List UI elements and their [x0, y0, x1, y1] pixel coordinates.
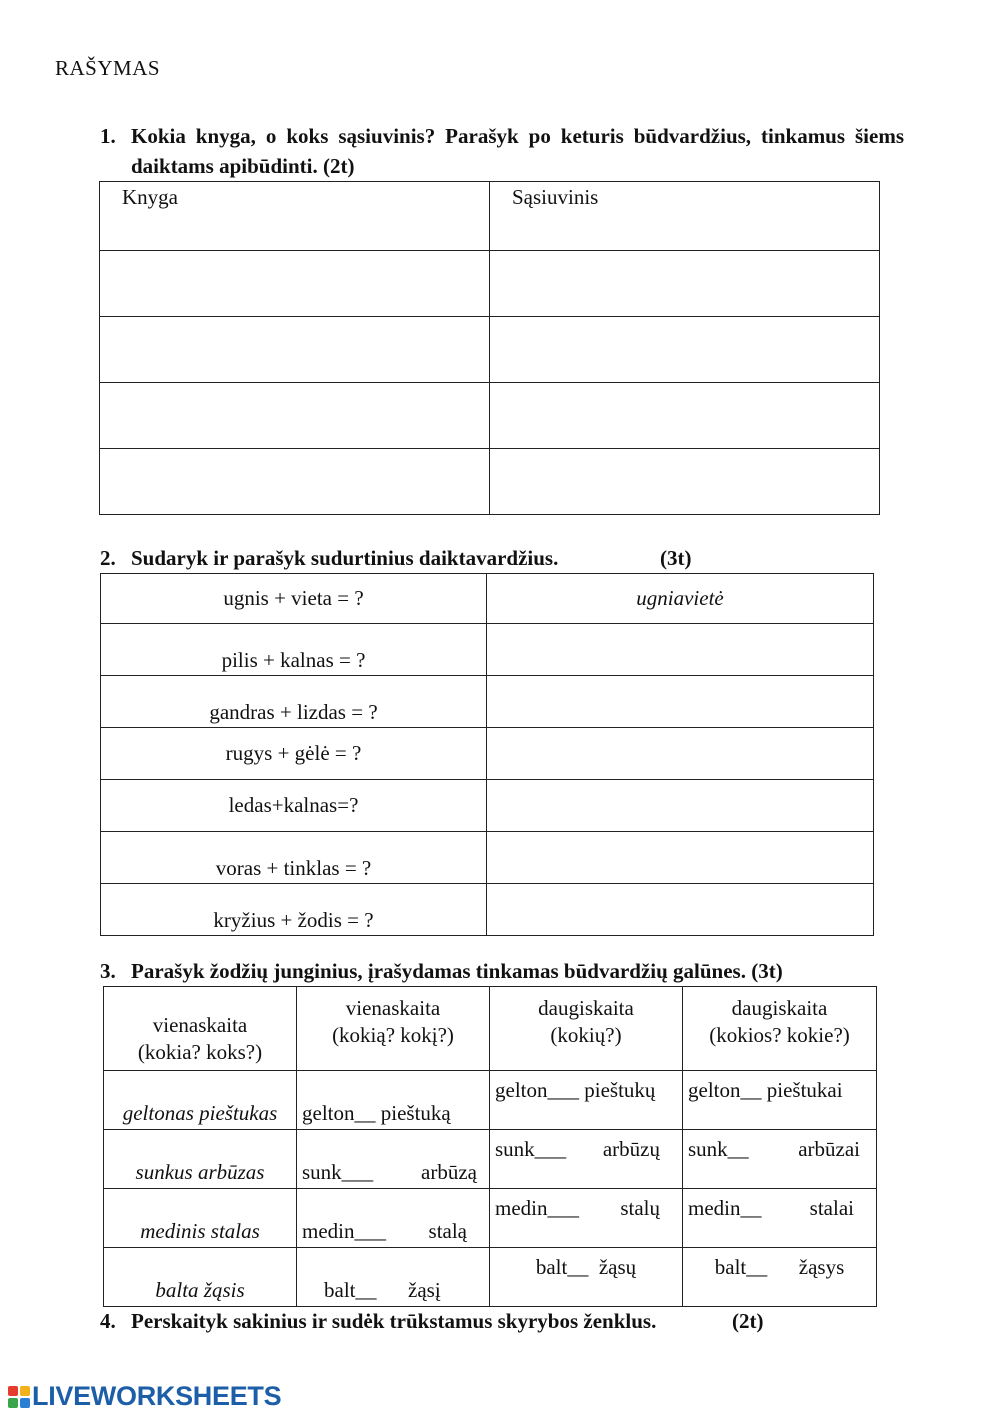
task-number: 1. — [100, 124, 116, 148]
noun: pieštukai — [766, 1078, 843, 1102]
adjective-ending-table — [103, 986, 877, 1307]
answer-cell[interactable] — [100, 251, 490, 317]
example-phrase: balta žąsis — [104, 1248, 297, 1307]
fill-cell[interactable] — [297, 1189, 490, 1248]
column-header — [683, 987, 877, 1071]
stem: medin___ — [495, 1196, 579, 1220]
compound-question: gandras + lizdas = ? — [101, 676, 487, 728]
task-instruction: Parašyk žodžių junginius, įrašydamas tinkamas būdvardžių galūnes. (3t) — [131, 959, 783, 983]
task-3-heading — [100, 956, 900, 986]
compound-answer[interactable] — [487, 780, 874, 832]
example-phrase: medinis stalas — [104, 1189, 297, 1248]
compound-noun-table — [100, 573, 874, 936]
noun: stalą — [428, 1219, 467, 1243]
task-1-heading — [100, 121, 904, 181]
compound-question: ugnis + vieta = ? — [101, 574, 487, 624]
answer-cell[interactable] — [100, 449, 490, 515]
stem: gelton__ — [302, 1101, 376, 1125]
noun: pieštuką — [380, 1101, 451, 1125]
compound-question: ledas+kalnas=? — [101, 780, 487, 832]
adjective-table — [99, 181, 880, 515]
column-header-sasiuvinis: Sąsiuvinis — [490, 182, 880, 251]
noun: žąsys — [798, 1255, 845, 1279]
compound-question: kryžius + žodis = ? — [101, 884, 487, 936]
cube-green — [8, 1398, 18, 1408]
stem: sunk__ — [688, 1137, 749, 1161]
answer-cell[interactable] — [490, 251, 880, 317]
stem: balt__ — [535, 1255, 589, 1279]
fill-cell[interactable] — [683, 1189, 877, 1248]
header-line-2: (kokia? koks?) — [137, 1040, 263, 1064]
cube-yellow — [20, 1386, 30, 1396]
task-2-heading — [100, 543, 800, 573]
compound-answer[interactable] — [487, 832, 874, 884]
column-header — [490, 987, 683, 1071]
header-line-2: (kokios? kokie?) — [709, 1023, 850, 1047]
column-header — [104, 987, 297, 1071]
header-line-1: daugiskaita — [538, 996, 634, 1020]
stem: medin___ — [302, 1219, 386, 1243]
stem: sunk___ — [302, 1160, 374, 1184]
task-instruction: Sudaryk ir parašyk sudurtinius daiktavardžius. — [131, 546, 559, 570]
compound-question: pilis + kalnas = ? — [101, 624, 487, 676]
compound-answer[interactable] — [487, 676, 874, 728]
noun: arbūzai — [798, 1137, 860, 1161]
stem: medin__ — [688, 1196, 762, 1220]
task-number: 3. — [100, 959, 116, 983]
noun: arbūzų — [602, 1137, 660, 1161]
header-line-2: (kokią? kokį?) — [332, 1023, 454, 1047]
fill-cell[interactable] — [490, 1071, 683, 1130]
compound-answer[interactable] — [487, 884, 874, 936]
stem: balt__ — [324, 1278, 377, 1302]
noun: stalai — [809, 1196, 854, 1220]
header-line-1: vienaskaita — [345, 996, 441, 1020]
brand-name: LIVEWORKSHEETS — [32, 1381, 282, 1411]
answer-cell[interactable] — [100, 383, 490, 449]
fill-cell[interactable] — [683, 1071, 877, 1130]
compound-answer[interactable] — [487, 624, 874, 676]
answer-cell[interactable] — [490, 383, 880, 449]
stem: balt__ — [714, 1255, 768, 1279]
compound-answer[interactable] — [487, 728, 874, 780]
compound-question: rugys + gėlė = ? — [101, 728, 487, 780]
fill-cell[interactable] — [490, 1248, 683, 1307]
cube-blue — [20, 1398, 30, 1408]
liveworksheets-logo[interactable] — [8, 1381, 281, 1412]
fill-cell[interactable] — [683, 1248, 877, 1307]
answer-cell[interactable] — [100, 317, 490, 383]
cube-red — [8, 1386, 18, 1396]
noun: žąsų — [598, 1255, 637, 1279]
page-title: RAŠYMAS — [55, 56, 161, 80]
task-number: 2. — [100, 546, 116, 570]
stem: sunk___ — [495, 1137, 567, 1161]
example-phrase: geltonas pieštukas — [104, 1071, 297, 1130]
example-phrase: sunkus arbūzas — [104, 1130, 297, 1189]
fill-cell[interactable] — [683, 1130, 877, 1189]
task-instruction: Kokia knyga, o koks sąsiuvinis? Parašyk po keturis būdvardžius, tinkamus šiems daiktams apibūdinti. (2t) — [131, 124, 904, 178]
task-4-heading — [100, 1306, 900, 1336]
compound-question: voras + tinklas = ? — [101, 832, 487, 884]
fill-cell[interactable] — [297, 1248, 490, 1307]
task-points: (3t) — [660, 546, 692, 570]
fill-cell[interactable] — [297, 1071, 490, 1130]
fill-cell[interactable] — [490, 1130, 683, 1189]
compound-answer: ugniavietė — [487, 574, 874, 624]
stem: gelton__ — [688, 1078, 762, 1102]
task-points: (2t) — [732, 1309, 764, 1333]
answer-cell[interactable] — [490, 449, 880, 515]
answer-cell[interactable] — [490, 317, 880, 383]
logo-cubes-icon — [8, 1386, 30, 1408]
header-line-2: (kokių?) — [550, 1023, 622, 1047]
stem: gelton___ — [495, 1078, 579, 1102]
task-number: 4. — [100, 1309, 116, 1333]
header-line-1: vienaskaita — [152, 1013, 248, 1037]
noun: stalų — [620, 1196, 660, 1220]
fill-cell[interactable] — [490, 1189, 683, 1248]
column-header-knyga: Knyga — [100, 182, 490, 251]
header-line-1: daugiskaita — [731, 996, 828, 1020]
noun: pieštukų — [584, 1078, 656, 1102]
column-header — [297, 987, 490, 1071]
noun: arbūzą — [421, 1160, 477, 1184]
noun: žąsį — [408, 1278, 441, 1302]
fill-cell[interactable] — [297, 1130, 490, 1189]
task-instruction: Perskaityk sakinius ir sudėk trūkstamus skyrybos ženklus. — [131, 1309, 657, 1333]
